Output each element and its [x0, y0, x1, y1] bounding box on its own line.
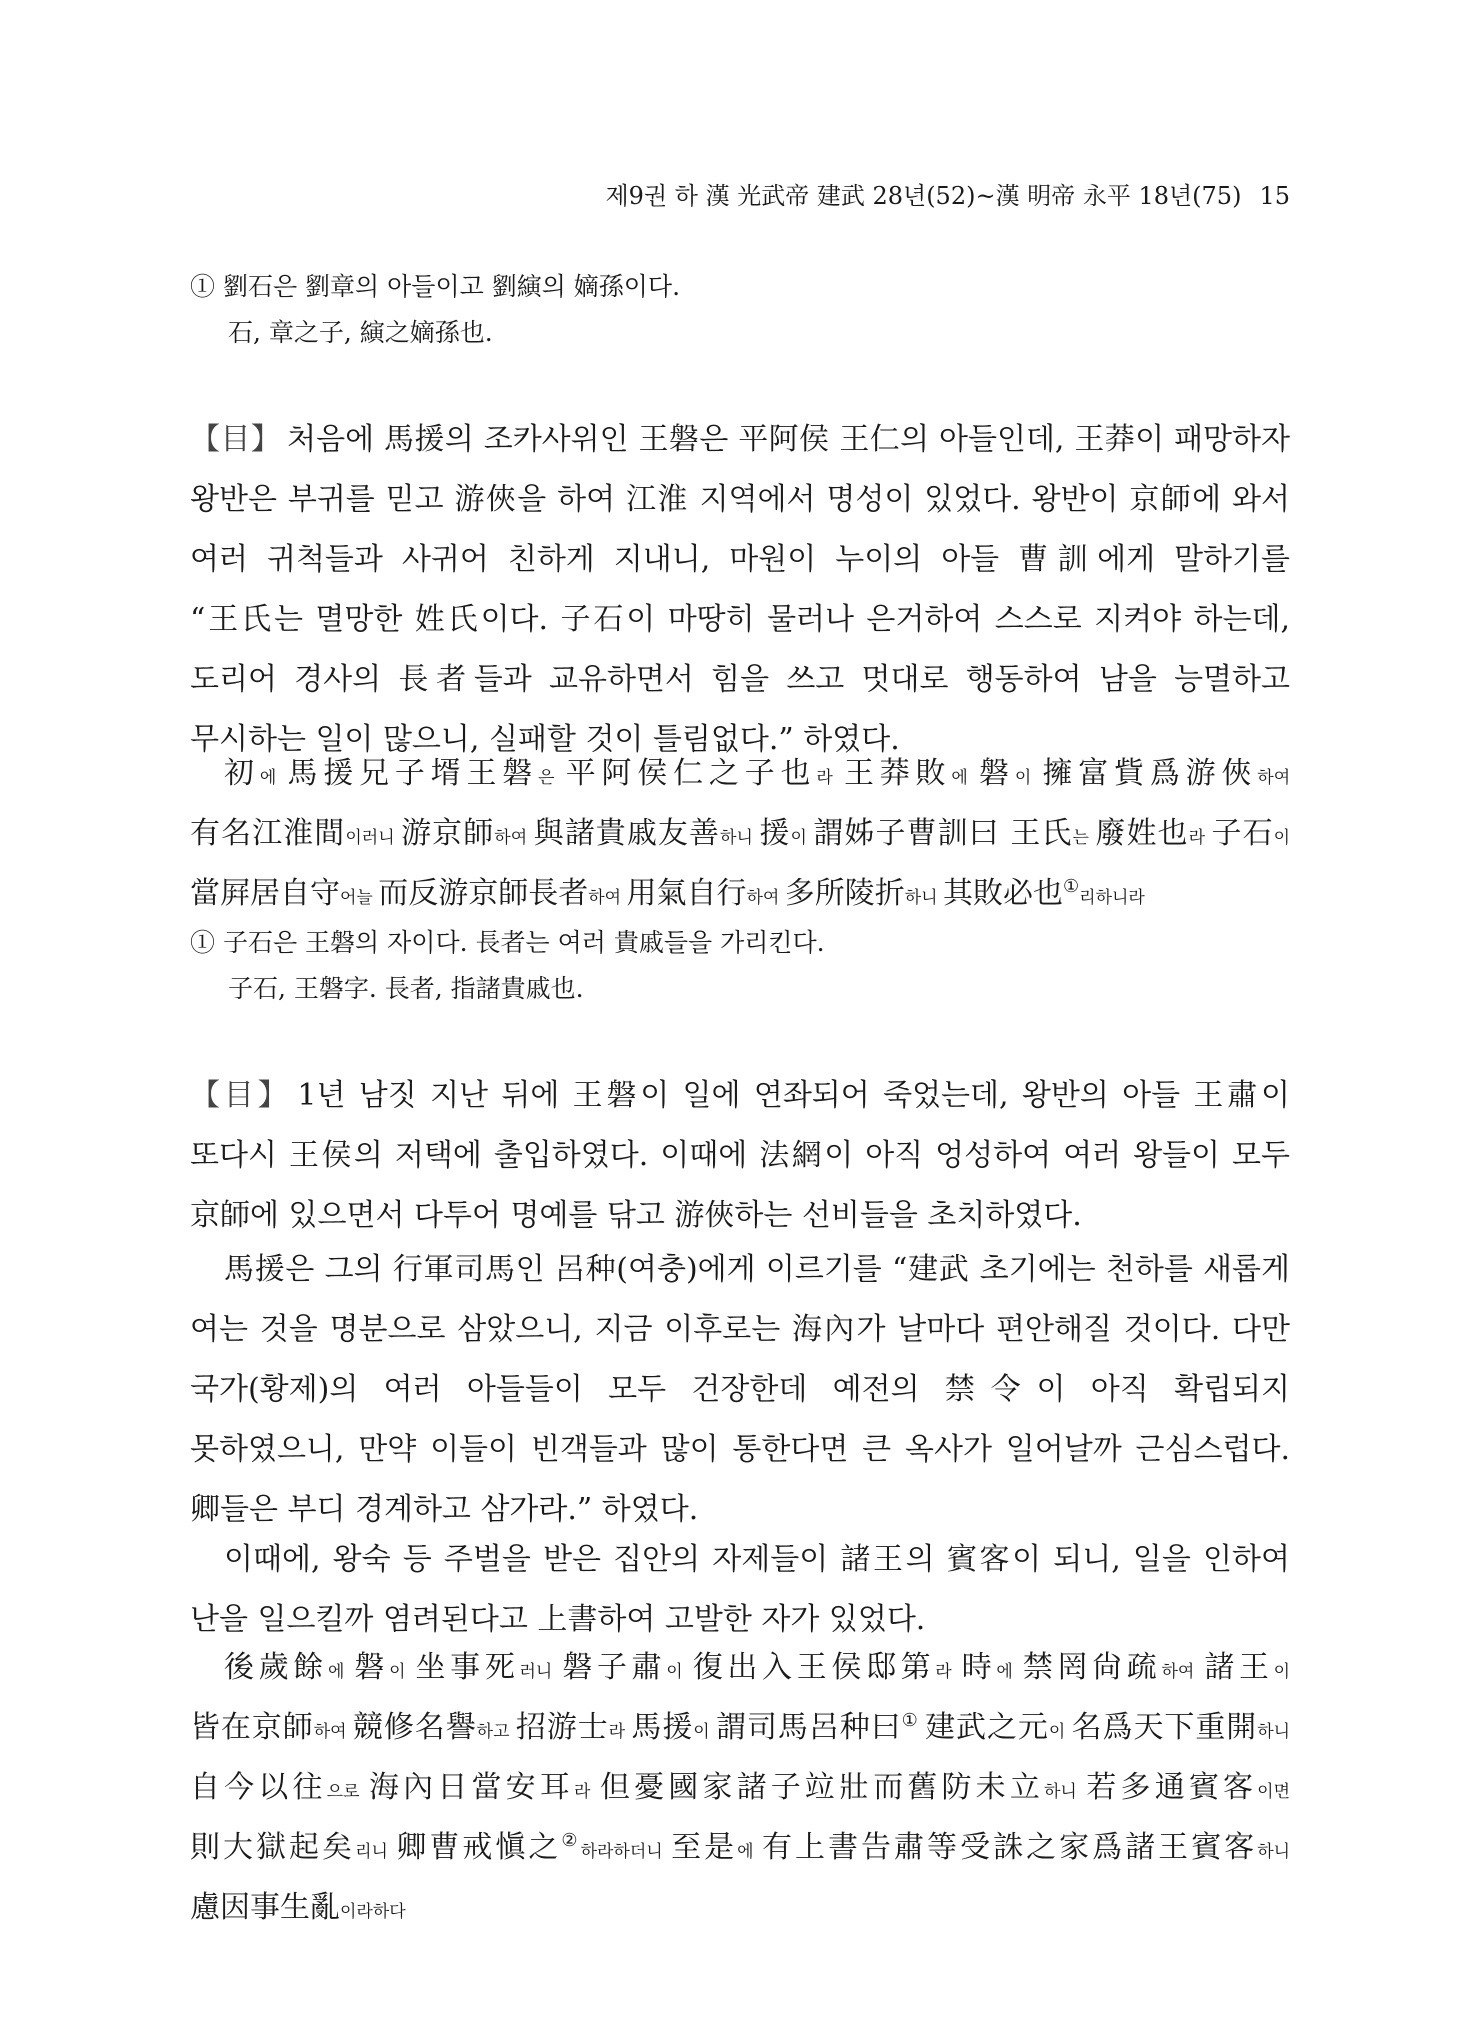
hanmun-particle: 이 [1014, 768, 1043, 788]
hanmun-text: 磐 [979, 756, 1015, 791]
hanmun-text: 馬援兄子壻王磐 [287, 756, 539, 791]
section-2-paragraph-3: 이때에, 왕숙 등 주벌을 받은 집안의 자제들이 諸王의 賓客이 되니, 일을 인하여 난을 일으킬까 염려된다고 上書하여 고발한 자가 있었다. [190, 1542, 1290, 1637]
hanmun-text: 當屛居自守 [190, 876, 340, 911]
section-2-text: 1년 남짓 지난 뒤에 王磐이 일에 연좌되어 죽었는데, 왕반의 아들 王肅이 또다시 王侯의 저택에 출입하였다. 이때에 法網이 아직 엉성하여 여러 왕들이 모두 京師에 있으면서 다투어 명예를 닦고 游俠하는 선비들을 초치하였다. [190, 1078, 1290, 1233]
section-1-korean [190, 410, 1290, 770]
hanmun-particle: 하여 [313, 1722, 353, 1742]
hanmun-particle: 하여 [588, 888, 627, 908]
hanmun-text: 援 [759, 816, 791, 851]
hanmun-particle: 러니 [519, 1662, 563, 1682]
footnote-1 [190, 264, 1290, 356]
hanmun-particle: 라 [935, 1662, 962, 1682]
hanmun-particle: 이 [389, 1662, 416, 1682]
hanmun-particle: 라 [608, 1722, 632, 1742]
hanmun-particle: 는 [1072, 828, 1096, 848]
hanmun-particle: 이 [693, 1722, 717, 1742]
footnote-1-korean: ① 劉石은 劉章의 아들이고 劉縯의 嫡孫이다. [190, 272, 681, 301]
hanmun-text: 建武之元 [925, 1710, 1049, 1745]
hanmun-particle: 이 [1273, 828, 1291, 848]
hanmun-particle: 라 [816, 768, 844, 788]
hanmun-text: 海內日當安耳 [369, 1770, 574, 1805]
footnote-marker: ① [901, 1710, 919, 1731]
hanmun-text: 廢姓也 [1095, 816, 1189, 851]
hanmun-text: 有上書告肅等受誅之家爲諸王賓客 [761, 1830, 1258, 1865]
section-2-korean [190, 1066, 1290, 1246]
hanmun-text: 其敗必也 [943, 876, 1063, 911]
hanmun-text: 但憂國家諸子竝壯而舊防未立 [599, 1770, 1044, 1805]
hanmun-particle: 어늘 [340, 888, 379, 908]
section-1-hanmun [190, 746, 1290, 926]
footnote-marker: ① [1063, 876, 1080, 897]
hanmun-particle: 하니 [1043, 1782, 1087, 1802]
hanmun-text: 後歲餘 [224, 1650, 328, 1685]
hanmun-particle: 에 [737, 1842, 762, 1862]
footnote-2 [190, 920, 1290, 1012]
hanmun-text: 時 [961, 1650, 997, 1685]
hanmun-particle: 에 [951, 768, 979, 788]
hanmun-text: 慮因事生亂 [190, 1890, 340, 1925]
hanmun-particle: 이 [790, 828, 814, 848]
hanmun-text: 有名江淮間 [190, 816, 346, 851]
hanmun-text: 皆在京師 [190, 1710, 314, 1745]
hanmun-text: 馬援 [631, 1710, 694, 1745]
hanmun-particle: 이 [1048, 1722, 1072, 1742]
hanmun-text: 若多通賓客 [1086, 1770, 1258, 1805]
hanmun-particle: 하여 [746, 888, 785, 908]
hanmun-text: 坐事死 [415, 1650, 520, 1685]
hanmun-particle: 라 [1188, 828, 1212, 848]
hanmun-particle: 리하니라 [1079, 888, 1145, 908]
hanmun-text: 復出入王侯邸第 [692, 1650, 936, 1685]
section-marker: 【目】 [190, 1078, 292, 1113]
hanmun-particle: 이라하다 [340, 1902, 406, 1922]
hanmun-text: 游京師 [401, 816, 495, 851]
hanmun-text: 與諸貴戚友善 [533, 816, 721, 851]
hanmun-text: 磐 [354, 1650, 390, 1685]
hanmun-text: 謂姊子曹訓曰 王氏 [813, 816, 1073, 851]
footnote-2-hanmun: 子石, 王磐字. 長者, 指諸貴戚也. [228, 974, 584, 1003]
footnote-2-korean: ① 子石은 王磐의 자이다. 長者는 여러 貴戚들을 가리킨다. [190, 928, 825, 957]
hanmun-particle: 하여 [1257, 768, 1291, 788]
hanmun-particle: 하니 [1257, 1842, 1291, 1862]
hanmun-text: 子石 [1211, 816, 1274, 851]
hanmun-particle: 하라하더니 [580, 1842, 672, 1862]
hanmun-text: 用氣自行 [626, 876, 747, 911]
section-marker: 【目】 [190, 422, 282, 457]
hanmun-particle: 에 [996, 1662, 1023, 1682]
hanmun-particle: 리니 [355, 1842, 397, 1862]
hanmun-text: 名爲天下重開 [1071, 1710, 1258, 1745]
hanmun-text: 招游士 [515, 1710, 609, 1745]
hanmun-particle: 은 [538, 768, 566, 788]
hanmun-particle: 하여 [494, 828, 534, 848]
running-header [606, 176, 1291, 211]
hanmun-text: 磐子肅 [562, 1650, 667, 1685]
hanmun-text: 競修名譽 [352, 1710, 477, 1745]
hanmun-text: 至是 [671, 1830, 738, 1865]
hanmun-text: 自今以往 [190, 1770, 327, 1805]
hanmun-text: 初 [224, 756, 260, 791]
hanmun-text: 多所陵折 [784, 876, 905, 911]
hanmun-particle: 이 [666, 1662, 693, 1682]
running-header-title: 제9권 하 漢 光武帝 建武 28년(52)~漢 明帝 永平 18년(75) [605, 182, 1242, 210]
hanmun-text: 王莽敗 [843, 756, 952, 791]
hanmun-text: 禁罔尙疏 [1022, 1650, 1162, 1685]
hanmun-text: 而反游京師長者 [378, 876, 589, 911]
hanmun-text: 擁富貲爲游俠 [1042, 756, 1258, 791]
footnote-1-hanmun: 石, 章之子, 縯之嫡孫也. [228, 318, 493, 347]
hanmun-particle: 으로 [326, 1782, 370, 1802]
hanmun-text: 平阿侯仁之子也 [565, 756, 817, 791]
hanmun-text: 卿曹戒愼之 [396, 1830, 562, 1865]
hanmun-particle: 하여 [1161, 1662, 1205, 1682]
footnote-marker: ② [561, 1830, 581, 1851]
section-2-paragraph-2: 馬援은 그의 行軍司馬인 呂种(여충)에게 이르기를 “建武 초기에는 천하를 새롭게 여는 것을 명분으로 삼았으니, 지금 이후로는 海內가 날마다 편안해질 것이다. 다만 국가(황제)의 여러 아들들이 모두 건장한데 예전의 禁令이 아직 확립되지 못하였으니, 만약 이들이 빈객들과 많이 통한다면 큰 옥사가 일어날까 근심스럽다. 卿들은 부디 경계하고 삼가라.” 하였다. [190, 1252, 1290, 1527]
hanmun-particle: 라 [573, 1782, 600, 1802]
hanmun-text: 則大獄起矣 [190, 1830, 356, 1865]
hanmun-particle: 하고 [476, 1722, 516, 1742]
hanmun-particle: 에 [327, 1662, 355, 1682]
hanmun-particle: 에 [259, 768, 288, 788]
hanmun-particle: 이 [1273, 1662, 1291, 1682]
page-number: 15 [1259, 182, 1290, 210]
hanmun-text: 謂司馬呂种曰 [716, 1710, 902, 1745]
section-2-hanmun [190, 1640, 1290, 1940]
section-1-text: 처음에 馬援의 조카사위인 王磐은 平阿侯 王仁의 아들인데, 王莽이 패망하자 왕반은 부귀를 믿고 游俠을 하여 江淮 지역에서 명성이 있었다. 왕반이 京師에 와서 여러 귀척들과 사귀어 친하게 지내니, 마원이 누이의 아들 曹訓에게 말하기를 “王氏는 멸망한 姓氏이다. 子石이 마땅히 물러나 은거하여 스스로 지켜야 하는데, 도리어 경사의 長者들과 교유하면서 힘을 쓰고 멋대로 행동하여 남을 능멸하고 무시하는 일이 많으니, 실패할 것이 틀림없다.” 하였다. [190, 422, 1290, 757]
hanmun-particle: 이러니 [345, 828, 402, 848]
hanmun-particle: 하니 [904, 888, 943, 908]
hanmun-particle: 이면 [1257, 1782, 1291, 1802]
hanmun-particle: 하니 [1257, 1722, 1291, 1742]
hanmun-text: 諸王 [1204, 1650, 1274, 1685]
hanmun-particle: 하니 [720, 828, 760, 848]
